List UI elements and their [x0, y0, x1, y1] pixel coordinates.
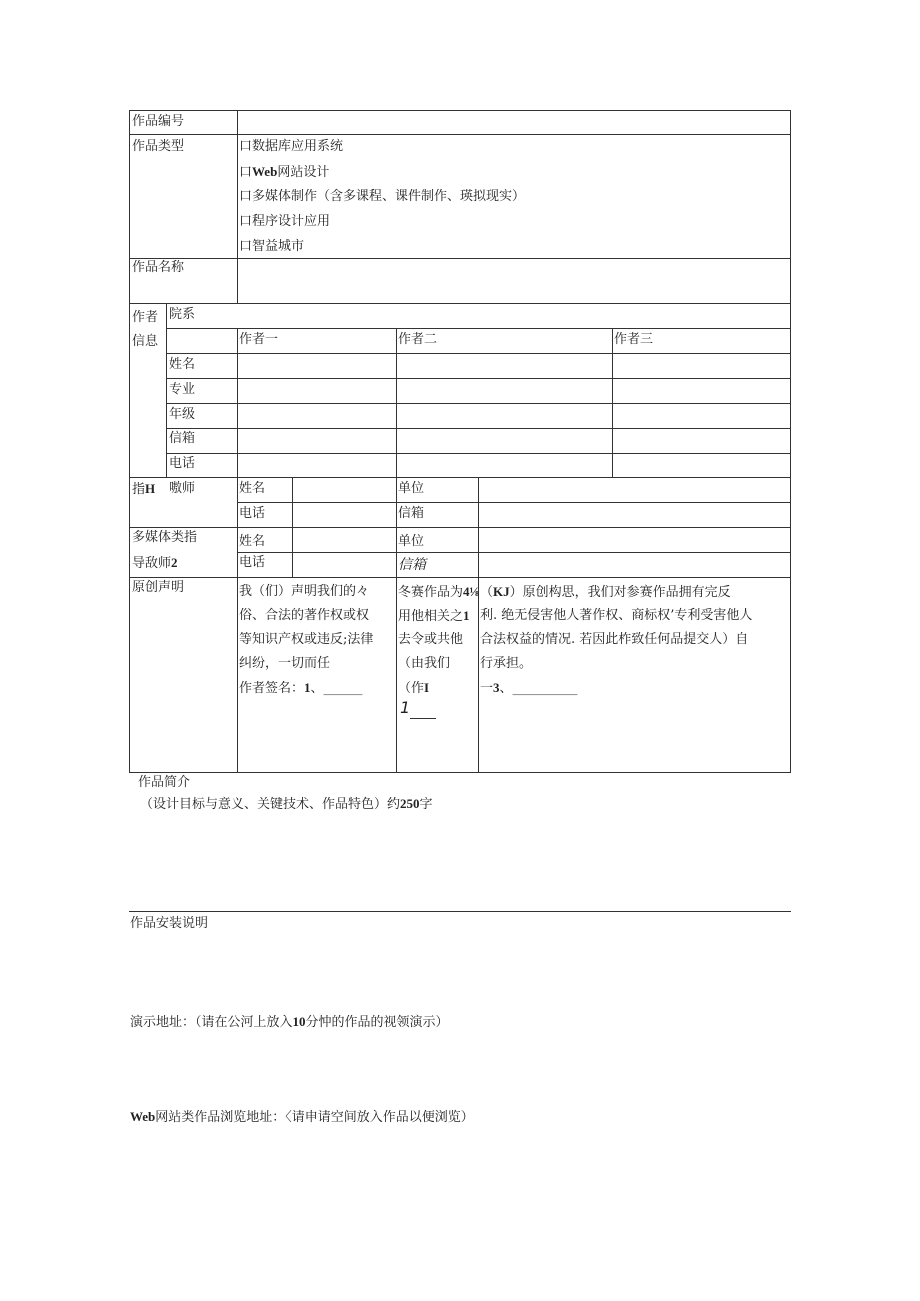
decl-text: 用他相关之1 [398, 608, 470, 624]
decl-text: 去令或共他 [398, 632, 464, 647]
mm-advisor-label: 多媒体类指 [132, 530, 198, 545]
author-info-label: 信息 [132, 334, 159, 349]
table-line [166, 353, 790, 354]
work-type-option[interactable] [239, 164, 329, 181]
table-line [129, 110, 790, 111]
table-line [237, 502, 790, 503]
work-type-text: 多媒体制作（含多课程、课件制作、瑛拟现实） [252, 189, 526, 204]
work-name-label: 作品名称 [132, 260, 185, 275]
work-id-field[interactable] [239, 112, 788, 132]
mm-phone-label: 电话 [239, 555, 266, 570]
author-header: 作者一 [239, 332, 279, 347]
table-line [129, 134, 790, 135]
table-line [129, 303, 790, 304]
decl-text: 合法权益的情况. 若因此柞致任何品提交人）自 [480, 632, 749, 647]
work-type-option[interactable] [239, 239, 304, 255]
summary-hint: （设计目标与意义、关键技术、作品特色）约250字 [140, 796, 433, 812]
decl-text: 冬赛作品为4⅛ [398, 584, 480, 600]
decl-text: 俗、合法的著作权或权 [239, 608, 370, 623]
mm-name-label: 姓名 [239, 534, 266, 549]
author-header: 作者二 [398, 332, 438, 347]
advisor-phone-label: 电话 [239, 506, 266, 521]
author-row-label: 姓名 [169, 357, 196, 372]
checkbox-icon[interactable]: 口 [239, 139, 253, 154]
advisor-unit-label: 单位 [398, 481, 425, 496]
table-line [166, 378, 790, 379]
section-divider [129, 911, 791, 912]
mm-email-label: 信箱 [398, 557, 426, 573]
summary-title: 作品简介 [138, 775, 191, 790]
decl-text: （KJ）原创构思，我们对参赛作品拥有完反 [480, 584, 731, 600]
work-type-text: 网站设计 [277, 165, 330, 180]
work-type-option[interactable] [239, 139, 343, 155]
author-row-label: 电话 [169, 456, 196, 471]
signature-line [410, 718, 436, 719]
install-field[interactable] [129, 935, 790, 1005]
department-label: 院系 [169, 307, 196, 322]
summary-field[interactable] [129, 815, 790, 910]
author-row-label: 年级 [169, 407, 196, 422]
table-line [237, 328, 238, 773]
advisor-label: 嗷师 [169, 481, 196, 496]
decl-text: 等知识产权或违反;法律 [239, 632, 374, 647]
table-line [237, 552, 790, 553]
author-signature-2[interactable]: 1 [400, 698, 411, 717]
work-type-text: 程序设计应用 [252, 214, 331, 229]
advisor-name-label: 姓名 [239, 481, 266, 496]
decl-text: 纠纷，一切而任 [239, 656, 331, 671]
table-line [166, 328, 790, 329]
table-line [166, 428, 790, 429]
table-line [129, 477, 790, 478]
work-type-option[interactable] [239, 214, 330, 230]
mm-advisor-label: 导敌师2 [132, 555, 178, 571]
table-line [396, 328, 397, 477]
author-signature-3[interactable]: 一3、__________ [480, 680, 578, 696]
table-line [129, 772, 790, 773]
work-type-text: 智益城市 [252, 239, 305, 254]
author-row-label: 信箱 [169, 431, 196, 446]
table-line [292, 477, 293, 577]
table-line [129, 110, 130, 773]
work-id-label: 作品编号 [132, 114, 185, 129]
demo-address: 演示地址：（请在公河上放入10分忡的作品的视领演示） [130, 1014, 449, 1030]
decl-text: 行承担。 [480, 656, 533, 671]
checkbox-icon[interactable]: 口 [239, 239, 253, 254]
table-line [166, 303, 167, 477]
work-name-field[interactable] [239, 260, 788, 301]
table-line [166, 403, 790, 404]
table-line [166, 453, 790, 454]
checkbox-icon[interactable]: 口 [239, 214, 253, 229]
advisor-email-label: 信箱 [398, 506, 425, 521]
decl-text: 利. 绝无侵害他人著作权、商标权’专利受害他人 [480, 608, 753, 623]
table-line [396, 477, 397, 773]
author-header: 作者三 [614, 332, 654, 347]
decl-text: （由我们 [398, 656, 451, 671]
decl-text: 我（们）声明我们的々 [239, 584, 370, 599]
decl-text: （作I [398, 680, 430, 696]
table-line [129, 527, 790, 528]
author-signature-1[interactable]: 作者签名：1、______ [239, 680, 363, 696]
work-type-text: 数据库应用系统 [252, 139, 344, 154]
advisor-label: 指H [132, 481, 156, 497]
checkbox-icon[interactable]: 口 [239, 189, 253, 204]
work-type-text-bold: Web [252, 164, 278, 179]
department-field[interactable] [239, 305, 788, 326]
author-info-label: 作者 [132, 310, 159, 325]
install-title: 作品安装说明 [130, 916, 209, 931]
table-line [478, 477, 479, 773]
table-line [237, 110, 238, 303]
table-line [790, 110, 791, 773]
work-type-option[interactable] [239, 189, 525, 205]
table-line [129, 258, 790, 259]
mm-unit-label: 单位 [398, 534, 425, 549]
checkbox-icon[interactable]: 口 [239, 165, 253, 180]
author-row-label: 专业 [169, 382, 196, 397]
table-line [612, 328, 613, 477]
originality-label: 原创声明 [132, 580, 185, 595]
table-line [129, 577, 790, 578]
web-address: Web网站类作品浏览地址：〈请申请空间放入作品以便浏览） [130, 1109, 474, 1125]
work-type-label: 作品类型 [132, 139, 185, 154]
